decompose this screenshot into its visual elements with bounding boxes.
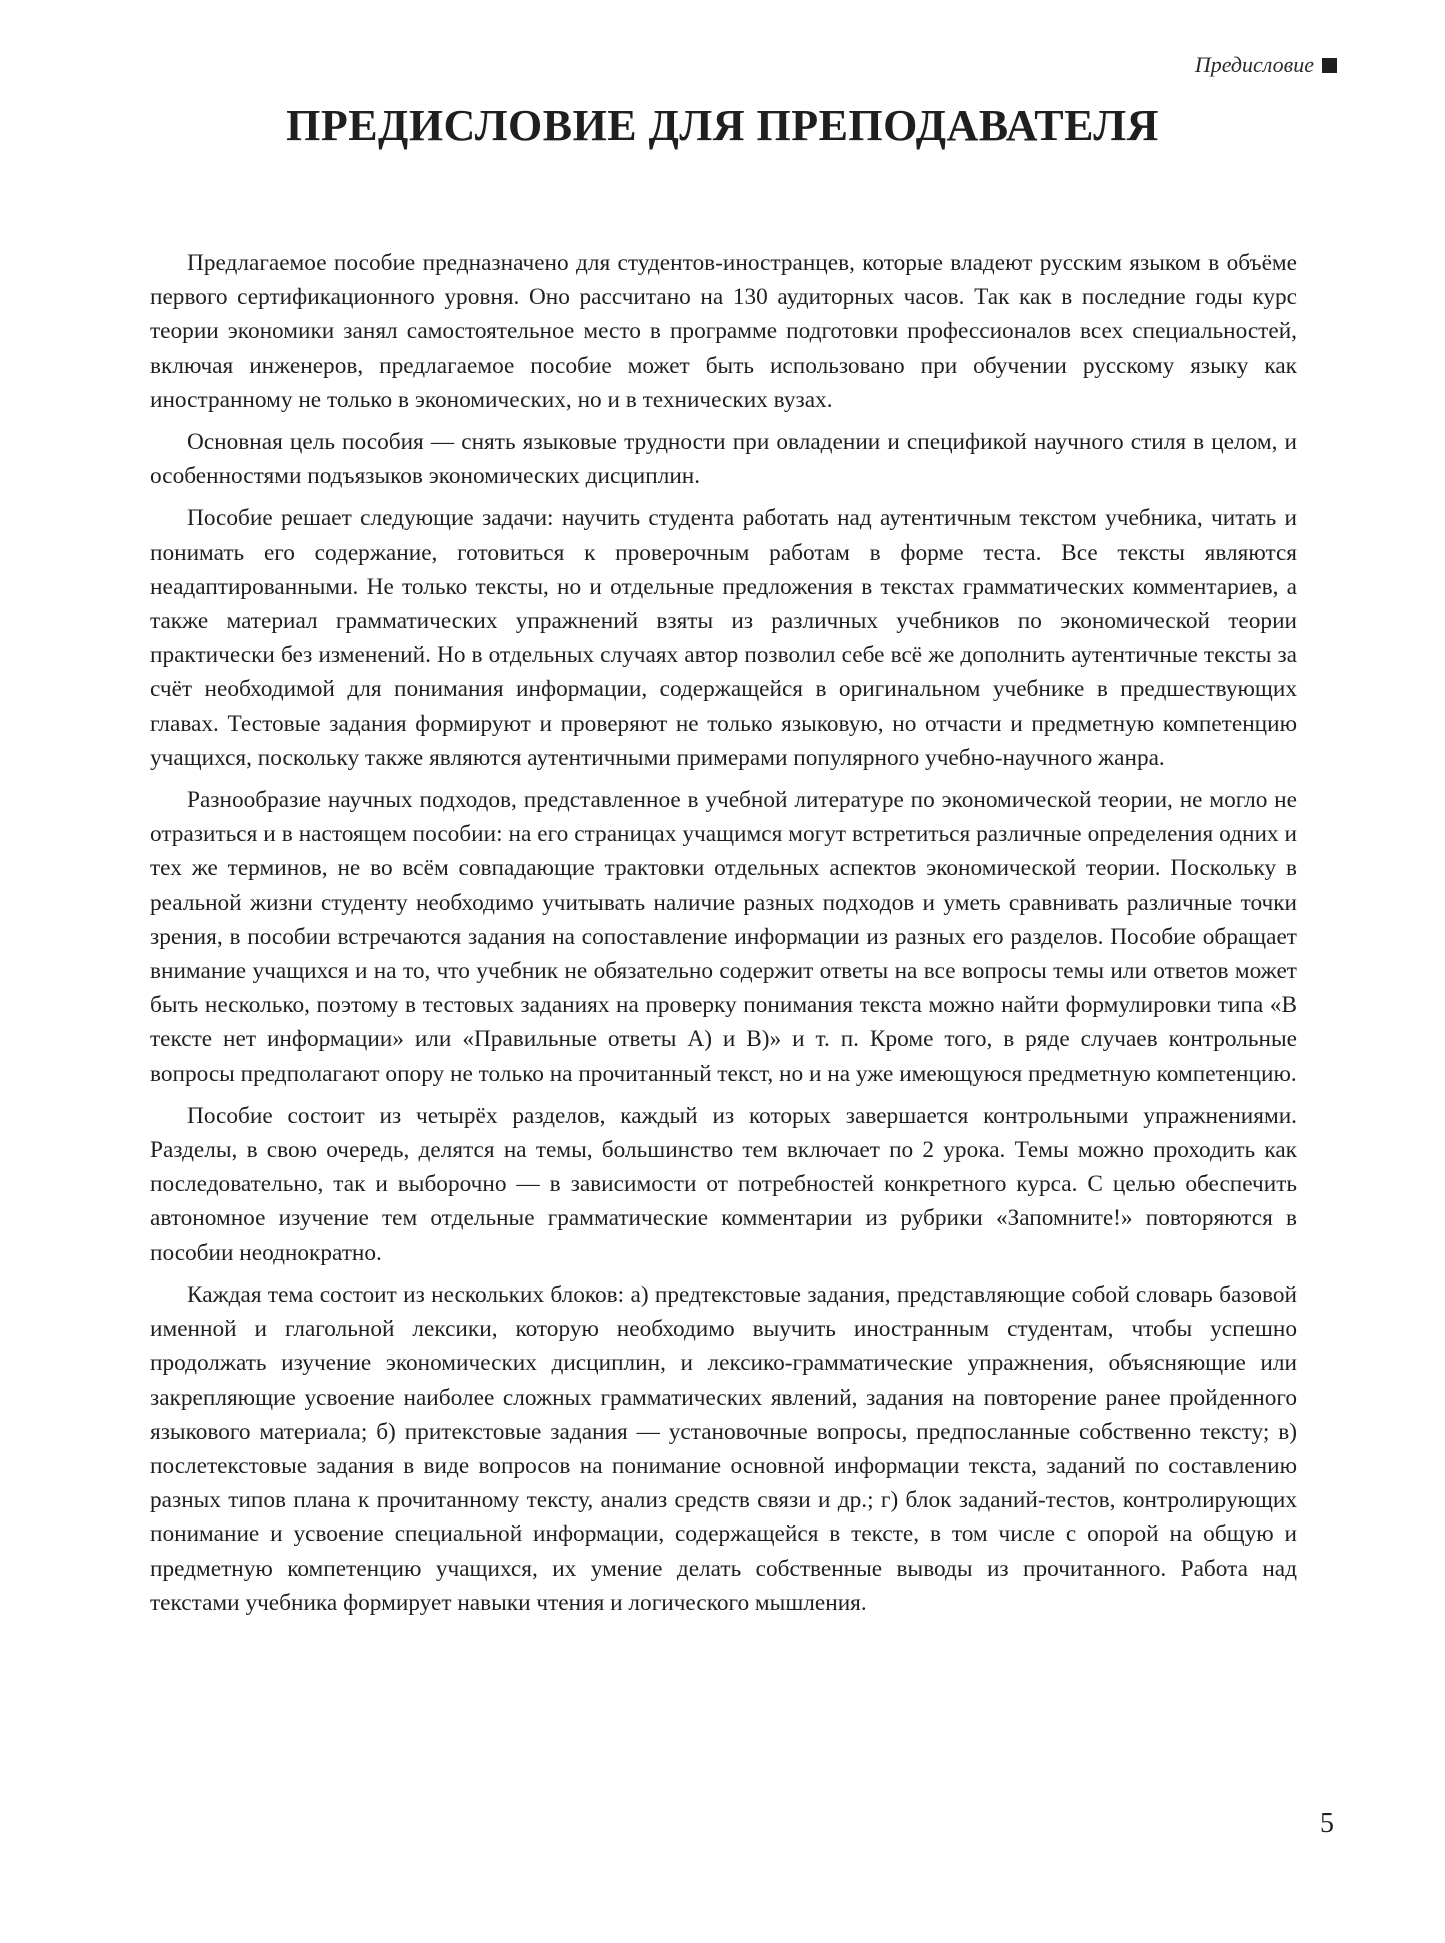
square-bullet-icon [1322, 58, 1337, 73]
paragraph: Пособие состоит из четырёх разделов, каждый из которых завершается контрольными упражнениями. Разделы, в свою очередь, делятся на темы, большинство тем включает по 2 урока. Темы можно проходить как последовательно, так и выборочно — в зависимости от потребностей конкретного курса. С целью обеспечить автономное изучение тем отдельные грамматические комментарии из рубрики «Запомните!» повторяются в пособии неоднократно. [150, 1102, 1297, 1266]
paragraph: Основная цель пособия — снять языковые трудности при овладении и спецификой научного стиля в целом, и особенностями подъязыков экономических дисциплин. [150, 429, 1297, 490]
running-header [1195, 52, 1337, 78]
paragraph: Разнообразие научных подходов, представленное в учебной литературе по экономической теории, не могло не отразиться и в настоящем пособии: на его страницах учащимся могут встретиться различные определения одних и тех же терминов, не во всём совпадающие трактовки отдельных аспектов экономической теории. Поскольку в реальной жизни студенту необходимо учитывать наличие разных подходов и уметь сравнивать различные точки зрения, в пособии встречаются задания на сопоставление информации из разных его разделов. Пособие обращает внимание учащихся и на то, что учебник не обязательно содержит ответы на все вопросы темы или ответов может быть несколько, поэтому в тестовых заданиях на проверку понимания текста можно найти формулировки типа «В тексте нет информации» или «Правильные ответы А) и В)» и т. п. Кроме того, в ряде случаев контрольные вопросы предполагают опору не только на прочитанный текст, но и на уже имеющуюся предметную компетенцию. [150, 787, 1297, 1087]
page-title: ПРЕДИСЛОВИЕ ДЛЯ ПРЕПОДАВАТЕЛЯ [286, 101, 1159, 150]
body-text [150, 246, 1297, 1628]
paragraph: Каждая тема состоит из нескольких блоков: а) предтекстовые задания, представляющие собой словарь базовой именной и глагольной лексики, которую необходимо выучить иностранным студентам, чтобы успешно продолжать изучение экономических дисциплин, и лексико-грамматические упражнения, объясняющие или закрепляющие усвоение наиболее сложных грамматических явлений, задания на повторение ранее пройденного языкового материала; б) притекстовые задания — установочные вопросы, предпосланные собственно тексту; в) послетекстовые задания в виде вопросов на понимание основной информации текста, заданий по составлению разных типов плана к прочитанному тексту, анализ средств связи и др.; г) блок заданий-тестов, контролирующих понимание и усвоение специальной информации, содержащейся в тексте, в том числе с опорой на общую и предметную компетенцию учащихся, их умение делать собственные выводы из прочитанного. Работа над текстами учебника формирует навыки чтения и логического мышления. [150, 1281, 1297, 1616]
paragraph: Пособие решает следующие задачи: научить студента работать над аутентичным текстом учебника, читать и понимать его содержание, готовиться к проверочным работам в форме теста. Все тексты являются неадаптированными. Не только тексты, но и отдельные предложения в текстах грамматических комментариев, а также материал грамматических упражнений взяты из различных учебников по экономической теории практически без изменений. Но в отдельных случаях автор позволил себе всё же дополнить аутентичные тексты за счёт необходимой для понимания информации, содержащейся в оригинальном учебнике в предшествующих главах. Тестовые задания формируют и проверяют не только языковую, но отчасти и предметную компетенцию учащихся, поскольку также являются аутентичными примерами популярного учебно-научного жанра. [150, 505, 1297, 771]
running-header-title: Предисловие [1194, 52, 1314, 77]
page-number: 5 [1320, 1808, 1334, 1839]
paragraph: Предлагаемое пособие предназначено для студентов-иностранцев, которые владеют русским языком в объёме первого сертификационного уровня. Оно рассчитано на 130 аудиторных часов. Так как в последние годы курс теории экономики занял самостоятельное место в программе подготовки профессионалов всех специальностей, включая инженеров, предлагаемое пособие может быть использовано при обучении русскому языку как иностранному не только в экономических, но и в технических вузах. [150, 250, 1297, 413]
